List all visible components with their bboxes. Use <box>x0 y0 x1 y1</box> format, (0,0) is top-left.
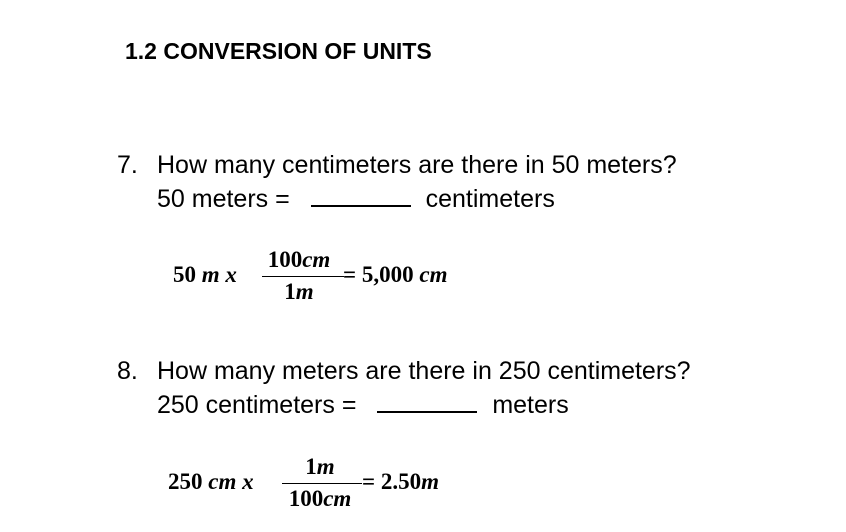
times-sign: x <box>242 469 254 494</box>
equals-sign: = <box>343 262 357 287</box>
result-unit: m <box>421 469 439 494</box>
prompt-left: 50 meters = <box>157 185 290 213</box>
lhs-unit: cm <box>208 469 237 494</box>
question-number: 8. <box>117 357 138 385</box>
question-number: 7. <box>117 151 138 179</box>
answer-prompt <box>157 389 569 420</box>
equals-sign: = <box>362 469 376 494</box>
question-text: How many meters are there in 250 centimeters? <box>157 357 691 385</box>
times-sign: x <box>225 262 237 287</box>
question-text: How many centimeters are there in 50 meters? <box>157 151 677 179</box>
result-value: 2.50 <box>380 469 422 494</box>
fraction-numerator: 1m <box>305 454 335 479</box>
prompt-right: centimeters <box>425 185 555 213</box>
work-lhs <box>168 469 254 495</box>
answer-blank <box>377 389 477 413</box>
fraction-denominator: 1m <box>284 279 314 304</box>
work-result <box>362 469 439 495</box>
fraction-denominator: 100cm <box>288 486 352 511</box>
result-unit: cm <box>419 262 448 287</box>
work-result <box>343 262 447 288</box>
lhs-unit: m <box>201 262 220 287</box>
page-heading: 1.2 CONVERSION OF UNITS <box>125 38 432 64</box>
answer-blank <box>311 183 411 207</box>
answer-prompt <box>157 183 555 214</box>
lhs-value: 50 <box>173 262 196 287</box>
prompt-right: meters <box>492 391 569 419</box>
prompt-left: 250 centimeters = <box>157 391 357 419</box>
lhs-value: 250 <box>168 469 203 494</box>
work-lhs <box>173 262 237 288</box>
fraction-numerator: 100cm <box>267 247 331 272</box>
fraction-bar <box>282 483 362 484</box>
fraction-bar <box>262 276 344 277</box>
result-value: 5,000 <box>361 262 414 287</box>
